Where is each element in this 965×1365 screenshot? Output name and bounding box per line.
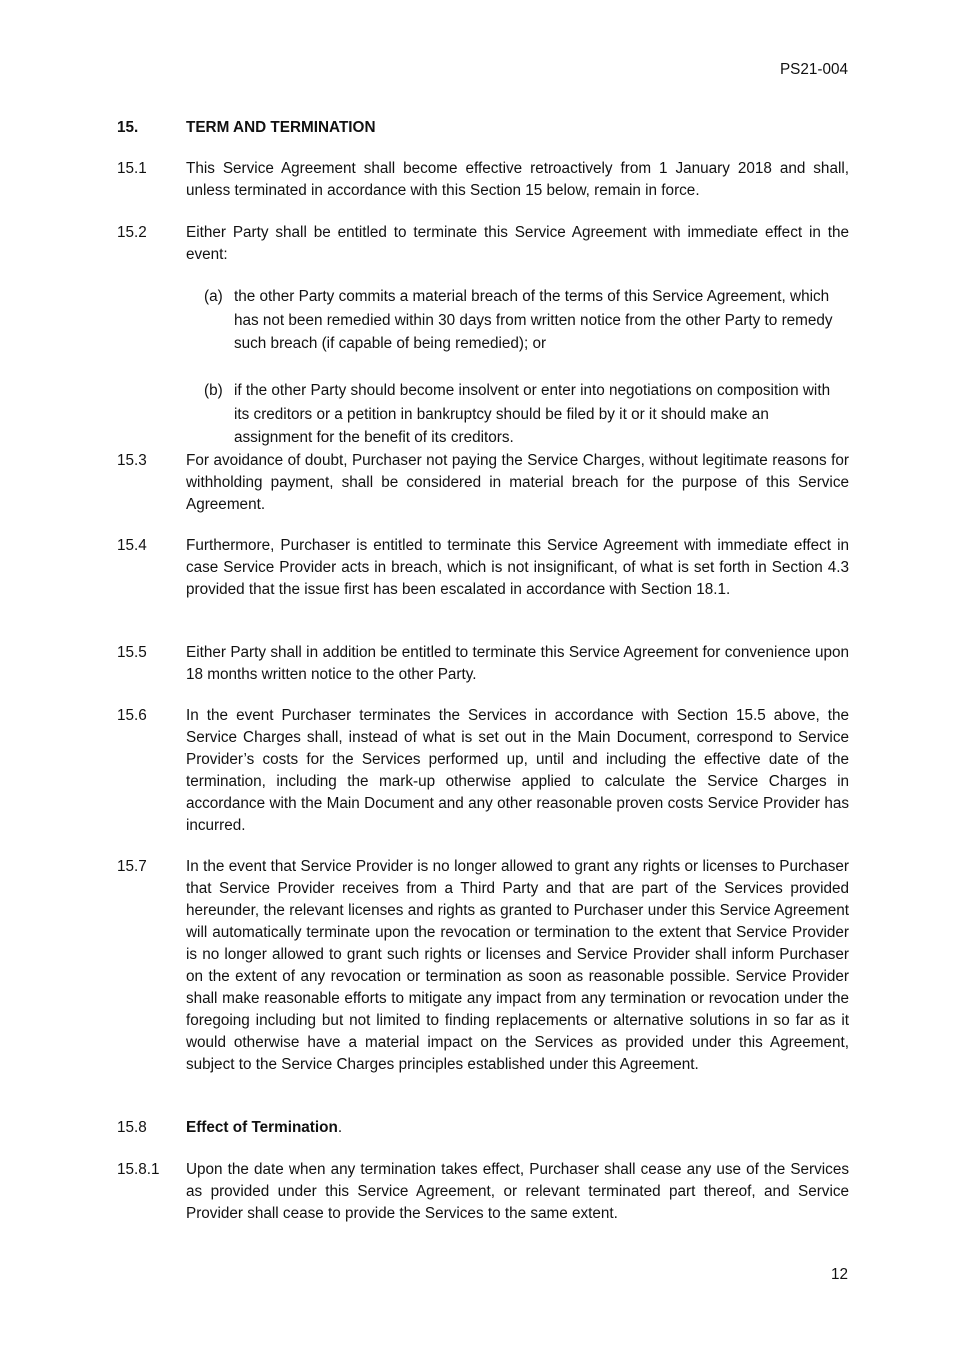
clause-15-8-1 (117, 1159, 849, 1225)
sub-clause-text: the other Party commits a material breach of the terms of this Service Agreement, which has not been remedied within 30 days from written notice from the other Party to remedy such breach (if capable of being remedied); or (234, 288, 833, 352)
sub-clause-label: (b) (204, 382, 223, 399)
clause-text: This Service Agreement shall become effective retroactively from 1 January 2018 and shall, unless terminated in accordance with this Section 15 below, remain in force. (186, 160, 849, 199)
clause-15-2 (117, 222, 849, 266)
clause-15-2-b (204, 379, 844, 450)
clause-title-suffix: . (337, 1119, 343, 1136)
clause-heading (186, 1117, 849, 1139)
clause-title: Effect of Termination (186, 1119, 338, 1136)
clause-15-3 (117, 450, 849, 516)
clause-15-5 (117, 642, 849, 686)
clause-text: In the event Purchaser terminates the Services in accordance with Section 15.5 above, the Service Charges shall, instead of what is set out in the Main Document, correspond to Service Provider’s costs for the Services performed up, until and including the effective date of the termination, including the mark-up otherwise applied to calculate the Service Charges in accordance with the Main Document and any other reasonable proven costs Service Provider has incurred. (186, 707, 849, 834)
clause-text: Upon the date when any termination takes effect, Purchaser shall cease any use of the Services as provided under this Service Agreement, or relevant terminated part thereof, and Service Provider shall cease to provide the Services to the same extent. (186, 1161, 849, 1222)
clause-text: In the event that Service Provider is no longer allowed to grant any rights or licenses to Purchaser that Service Provider receives from a Third Party and that are part of the Services provided hereunder, the relevant licenses and rights as granted to Purchaser under this Service Agreement will automatically terminate upon the revocation or termination to the extent that Service Provider is no longer allowed to grant such rights or licenses and Service Provider shall inform Purchaser on the extent of any revocation or termination as soon as reasonable possible. Service Provider shall make reasonable efforts to mitigate any impact from any termination or revocation under the foregoing including but not limited to finding replacements or alternative solutions in so far as it would otherwise have a material impact on the Services as provided under this Agreement, subject to the Service Charges principles established under this Agreement. (186, 858, 849, 1073)
clause-number: 15.2 (117, 224, 147, 241)
clause-number: 15.4 (117, 537, 147, 554)
clause-number: 15.5 (117, 644, 147, 661)
clause-15-8 (117, 1117, 849, 1139)
sub-clause-label: (a) (204, 288, 223, 305)
clause-number: 15.8 (117, 1119, 147, 1136)
section-heading (117, 117, 849, 139)
clause-15-2-a (204, 285, 844, 356)
clause-number: 15.6 (117, 707, 147, 724)
clause-15-6 (117, 705, 849, 837)
clause-number: 15.1 (117, 160, 147, 177)
sub-clause-text: if the other Party should become insolvent or enter into negotiations on composition with its creditors or a petition in bankruptcy should be filed by it or it should make an assignment for the benefit of its creditors. (234, 382, 831, 446)
section-title: TERM AND TERMINATION (186, 119, 376, 136)
clause-text: Either Party shall be entitled to terminate this Service Agreement with immediate effect in the event: (186, 224, 849, 263)
clause-text: For avoidance of doubt, Purchaser not paying the Service Charges, without legitimate reasons for withholding payment, shall be considered in material breach for the purpose of this Service Agreement. (186, 452, 849, 513)
clause-number: 15.7 (117, 858, 147, 875)
clause-15-7 (117, 856, 849, 1076)
clause-number: 15.3 (117, 452, 147, 469)
clause-15-1 (117, 158, 849, 202)
document-reference: PS21-004 (779, 61, 848, 78)
clause-text: Furthermore, Purchaser is entitled to terminate this Service Agreement with immediate effect in case Service Provider acts in breach, which is not insignificant, of what is set forth in Section 4.3 provided that the issue first has been escalated in accordance with Section 18.1. (186, 537, 849, 598)
clause-text: Either Party shall in addition be entitled to terminate this Service Agreement for convenience upon 18 months written notice to the other Party. (186, 644, 849, 683)
page-number: 12 (830, 1266, 848, 1283)
clause-15-4 (117, 535, 849, 601)
clause-number: 15.8.1 (117, 1161, 160, 1178)
section-number: 15. (117, 119, 139, 136)
